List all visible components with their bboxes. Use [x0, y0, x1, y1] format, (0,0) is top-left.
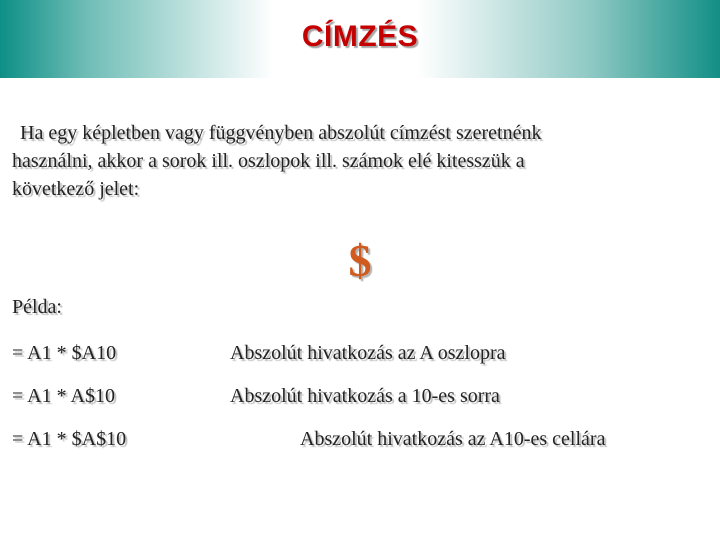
- example-label: Példa:: [12, 296, 62, 318]
- intro-line-3: következő jelet:: [12, 178, 140, 200]
- dollar-symbol: $: [348, 235, 372, 286]
- intro-line-2: használni, akkor a sorok ill. oszlopok ill. számok elé kitesszük a: [12, 150, 525, 172]
- intro-paragraph: [12, 119, 702, 203]
- example-formula-1: = A1 * $A10: [12, 342, 117, 364]
- example-formula-3: = A1 * $A$10: [12, 428, 127, 450]
- header-banner: [0, 0, 720, 78]
- example-description-2: Abszolút hivatkozás a 10-es sorra: [230, 385, 500, 407]
- example-formula-2: = A1 * A$10: [12, 385, 115, 407]
- intro-line-1: Ha egy képletben vagy függvényben abszolút címzést szeretnénk: [20, 122, 542, 144]
- example-description-1: Abszolút hivatkozás az A oszlopra: [230, 342, 506, 364]
- example-description-3: Abszolút hivatkozás az A10-es cellára: [300, 428, 606, 450]
- slide-title: CÍMZÉS: [301, 20, 419, 53]
